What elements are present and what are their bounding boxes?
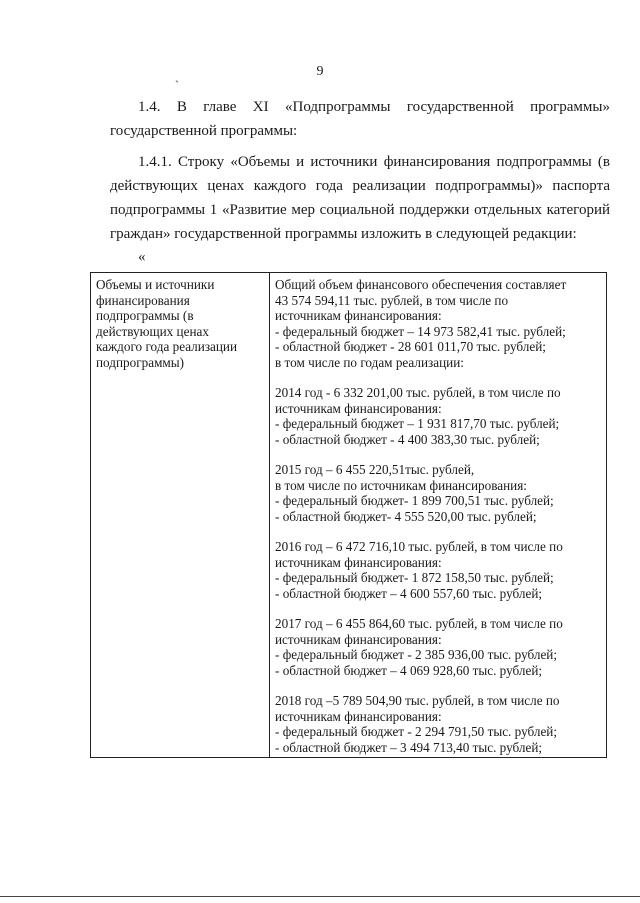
value-line: - федеральный бюджет – 1 931 817,70 тыс. рублей;	[275, 416, 560, 431]
value-line: 43 574 594,11 тыс. рублей, в том числе по	[275, 292, 509, 308]
value-line: - федеральный бюджет - 2 294 791,50 тыс. рублей;	[275, 724, 558, 739]
paragraph-1-4-1	[110, 150, 610, 246]
value-line: - федеральный бюджет- 1 899 700,51 тыс. рублей;	[275, 493, 554, 508]
year-2015-block	[275, 462, 601, 524]
value-line: в том числе по источникам финансирования:	[275, 477, 527, 493]
value-line: - областной бюджет – 3 494 713,40 тыс. рублей;	[275, 739, 543, 755]
label-line: каждого года реализации	[96, 339, 238, 354]
value-line: 2016 год – 6 472 716,10 тыс. рублей, в том числе по	[275, 539, 563, 554]
paragraph-line: граждан» государственной программы изложить в следующей редакции:	[110, 226, 577, 242]
value-line: источникам финансирования:	[275, 400, 442, 416]
paragraph-1-4	[110, 95, 610, 143]
value-line: Общий объем финансового обеспечения составляет	[275, 277, 567, 292]
value-line: - федеральный бюджет – 14 973 582,41 тыс. рублей;	[275, 323, 566, 339]
value-line: источникам финансирования:	[275, 708, 442, 724]
paragraph-line: подпрограммы 1 «Развитие мер социальной поддержки отдельных категорий	[110, 202, 610, 218]
value-line: источникам финансирования:	[275, 554, 442, 570]
value-line: 2018 год –5 789 504,90 тыс. рублей, в том числе по	[275, 693, 560, 708]
value-line: 2015 год – 6 455 220,51тыс. рублей,	[275, 462, 475, 477]
year-2017-block	[275, 616, 601, 678]
opening-quote: «	[138, 249, 146, 265]
value-line: в том числе по годам реализации:	[275, 354, 464, 370]
row-label-cell	[91, 273, 270, 758]
label-line: финансирования	[96, 292, 190, 308]
value-line: - областной бюджет- 4 555 520,00 тыс. рублей;	[275, 508, 537, 524]
label-line: Объемы и источники	[96, 277, 215, 292]
year-2016-block	[275, 539, 601, 601]
paragraph-line: действующих ценах каждого года реализации подпрограммы)» паспорта	[110, 178, 610, 194]
funding-table	[90, 272, 607, 758]
value-line: - областной бюджет – 4 600 557,60 тыс. рублей;	[275, 585, 543, 601]
table-row	[91, 273, 607, 758]
paragraph-line: 1.4.1. Строку «Объемы и источники финансирования подпрограммы (в	[138, 154, 610, 170]
row-value-cell	[270, 273, 607, 758]
value-line: источникам финансирования:	[275, 308, 442, 323]
value-line: - областной бюджет – 4 069 928,60 тыс. рублей;	[275, 662, 543, 678]
value-line: - областной бюджет - 28 601 011,70 тыс. рублей;	[275, 339, 546, 354]
value-line: 2014 год - 6 332 201,00 тыс. рублей, в том числе по	[275, 385, 561, 400]
value-line: - федеральный бюджет - 2 385 936,00 тыс. рублей;	[275, 647, 558, 662]
page-number: 9	[316, 64, 324, 79]
value-line: - областной бюджет - 4 400 383,30 тыс. рублей;	[275, 431, 540, 447]
stray-mark: `	[175, 78, 179, 92]
value-line: 2017 год – 6 455 864,60 тыс. рублей, в том числе по	[275, 616, 563, 631]
year-2018-block	[275, 693, 601, 755]
page-bottom-edge	[0, 896, 640, 897]
label-line: подпрограммы (в	[96, 308, 194, 323]
paragraph-line: государственной программы:	[110, 123, 298, 139]
total-funding-block	[275, 277, 601, 370]
value-line: - федеральный бюджет- 1 872 158,50 тыс. рублей;	[275, 570, 554, 585]
year-2014-block	[275, 385, 601, 447]
paragraph-line: 1.4. В главе XI «Подпрограммы государственной программы»	[138, 99, 610, 115]
value-line: источникам финансирования:	[275, 631, 442, 647]
label-line: подпрограммы)	[96, 354, 185, 370]
label-line: действующих ценах	[96, 323, 209, 339]
